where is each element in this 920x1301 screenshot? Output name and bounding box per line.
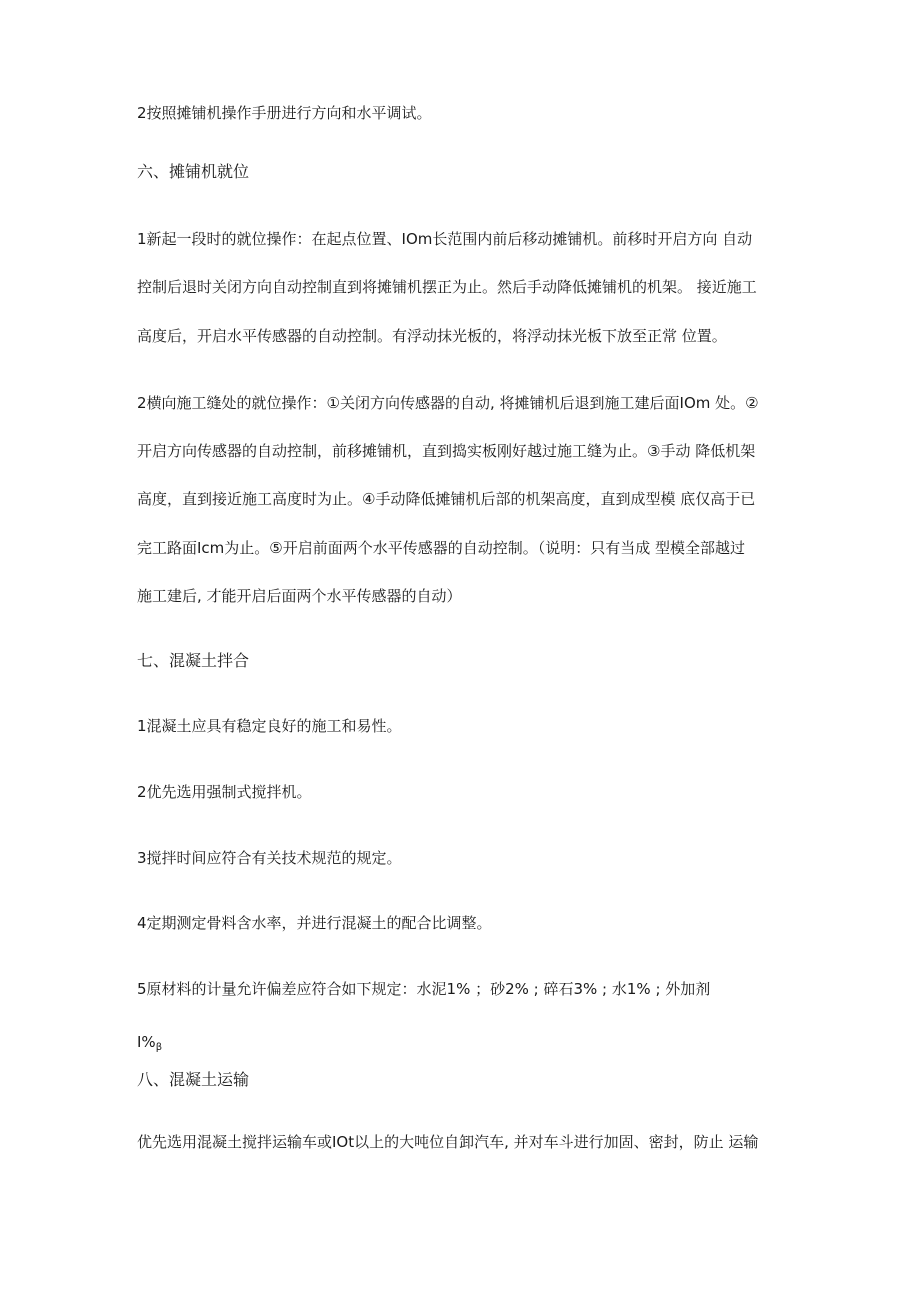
paragraph-line: 5原材料的计量允许偏差应符合如下规定：水泥1% ；砂2% ; 碎石3% ; 水1% ; 外加剂 [137,980,711,998]
paragraph-line: 4定期测定骨料含水率，并进行混凝土的配合比调整。 [137,914,492,932]
section-heading: 六、摊铺机就位 [137,162,250,181]
section-heading: 八、混凝土运输 [137,1070,250,1089]
subscript-mark: β [155,1042,163,1053]
paragraph-line: 2优先选用强制式搅拌机。 [137,783,312,801]
paragraph-line: 高度，直到接近施工高度时为止。④手动降低摊铺机后部的机架高度，直到成型模 底仅高于已 [137,490,756,508]
paragraph-line: 2按照摊铺机操作手册进行方向和水平调试。 [137,104,432,122]
paragraph-line [137,1032,162,1058]
paragraph-line: 完工路面Icm为止。⑤开启前面两个水平传感器的自动控制。（说明：只有当成 型模全部越过 [137,539,746,557]
paragraph-line: 控制后退时关闭方向自动控制直到将摊铺机摆正为止。然后手动降低摊铺机的机架。 接近施工 [137,278,757,296]
paragraph-line: 开启方向传感器的自动控制，前移摊铺机，直到捣实板刚好越过施工缝为止。③手动 降低机架 [137,442,756,460]
section-heading: 七、混凝土拌合 [137,651,250,670]
paragraph-line: 1新起一段时的就位操作：在起点位置、IOm长范围内前后移动摊铺机。前移时开启方向 自动 [137,230,753,248]
paragraph-line: 1混凝土应具有稳定良好的施工和易性。 [137,717,402,735]
paragraph-line: 2横向施工缝处的就位操作：①关闭方向传感器的自动, 将摊铺机后退到施工建后面IOm 处。② [137,394,759,412]
paragraph-line: 高度后，开启水平传感器的自动控制。有浮动抹光板的，将浮动抹光板下放至正常 位置。 [137,327,727,345]
percent-text: I% [137,1033,156,1051]
paragraph-line: 3搅拌时间应符合有关技术规范的规定。 [137,849,402,867]
paragraph-line: 优先选用混凝土搅拌运输车或IOt以上的大吨位自卸汽车, 并对车斗进行加固、密封，防止 运输 [137,1133,759,1151]
paragraph-line: 施工建后, 才能开启后面两个水平传感器的自动） [137,587,462,605]
